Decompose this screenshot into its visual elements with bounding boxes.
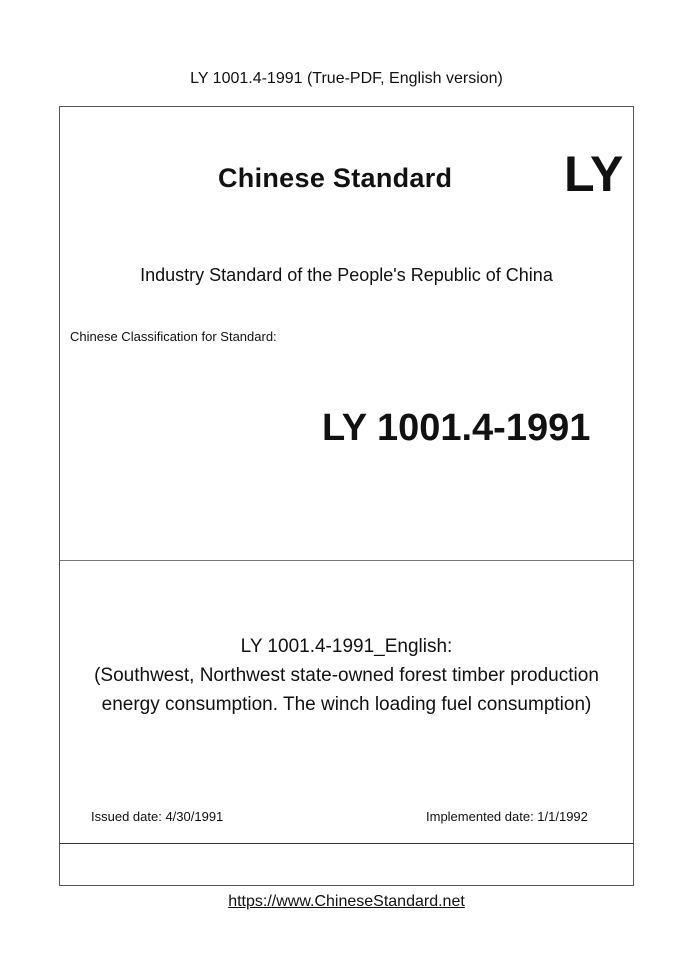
website-link[interactable]: https://www.ChineseStandard.net xyxy=(228,893,465,910)
page-header-title: LY 1001.4-1991 (True-PDF, English version) xyxy=(190,70,503,87)
cover-frame xyxy=(59,106,634,886)
english-title-block xyxy=(60,632,633,719)
standard-code-logo: LY xyxy=(564,146,624,202)
english-title-line-3: energy consumption. The winch loading fuel consumption) xyxy=(101,694,592,715)
standard-label: Chinese Standard xyxy=(218,163,453,193)
classification-label: Chinese Classification for Standard: xyxy=(70,329,277,344)
implemented-date: Implemented date: 1/1/1992 xyxy=(426,809,588,824)
bottom-divider xyxy=(60,843,633,844)
section-divider xyxy=(60,560,633,561)
issued-date: Issued date: 4/30/1991 xyxy=(91,809,224,824)
english-title-line-2: (Southwest, Northwest state-owned forest timber production xyxy=(94,665,599,686)
industry-line: Industry Standard of the People's Republic of China xyxy=(140,265,553,285)
standard-number: LY 1001.4-1991 xyxy=(322,407,591,449)
english-title-line-1: LY 1001.4-1991_English: xyxy=(240,636,453,657)
